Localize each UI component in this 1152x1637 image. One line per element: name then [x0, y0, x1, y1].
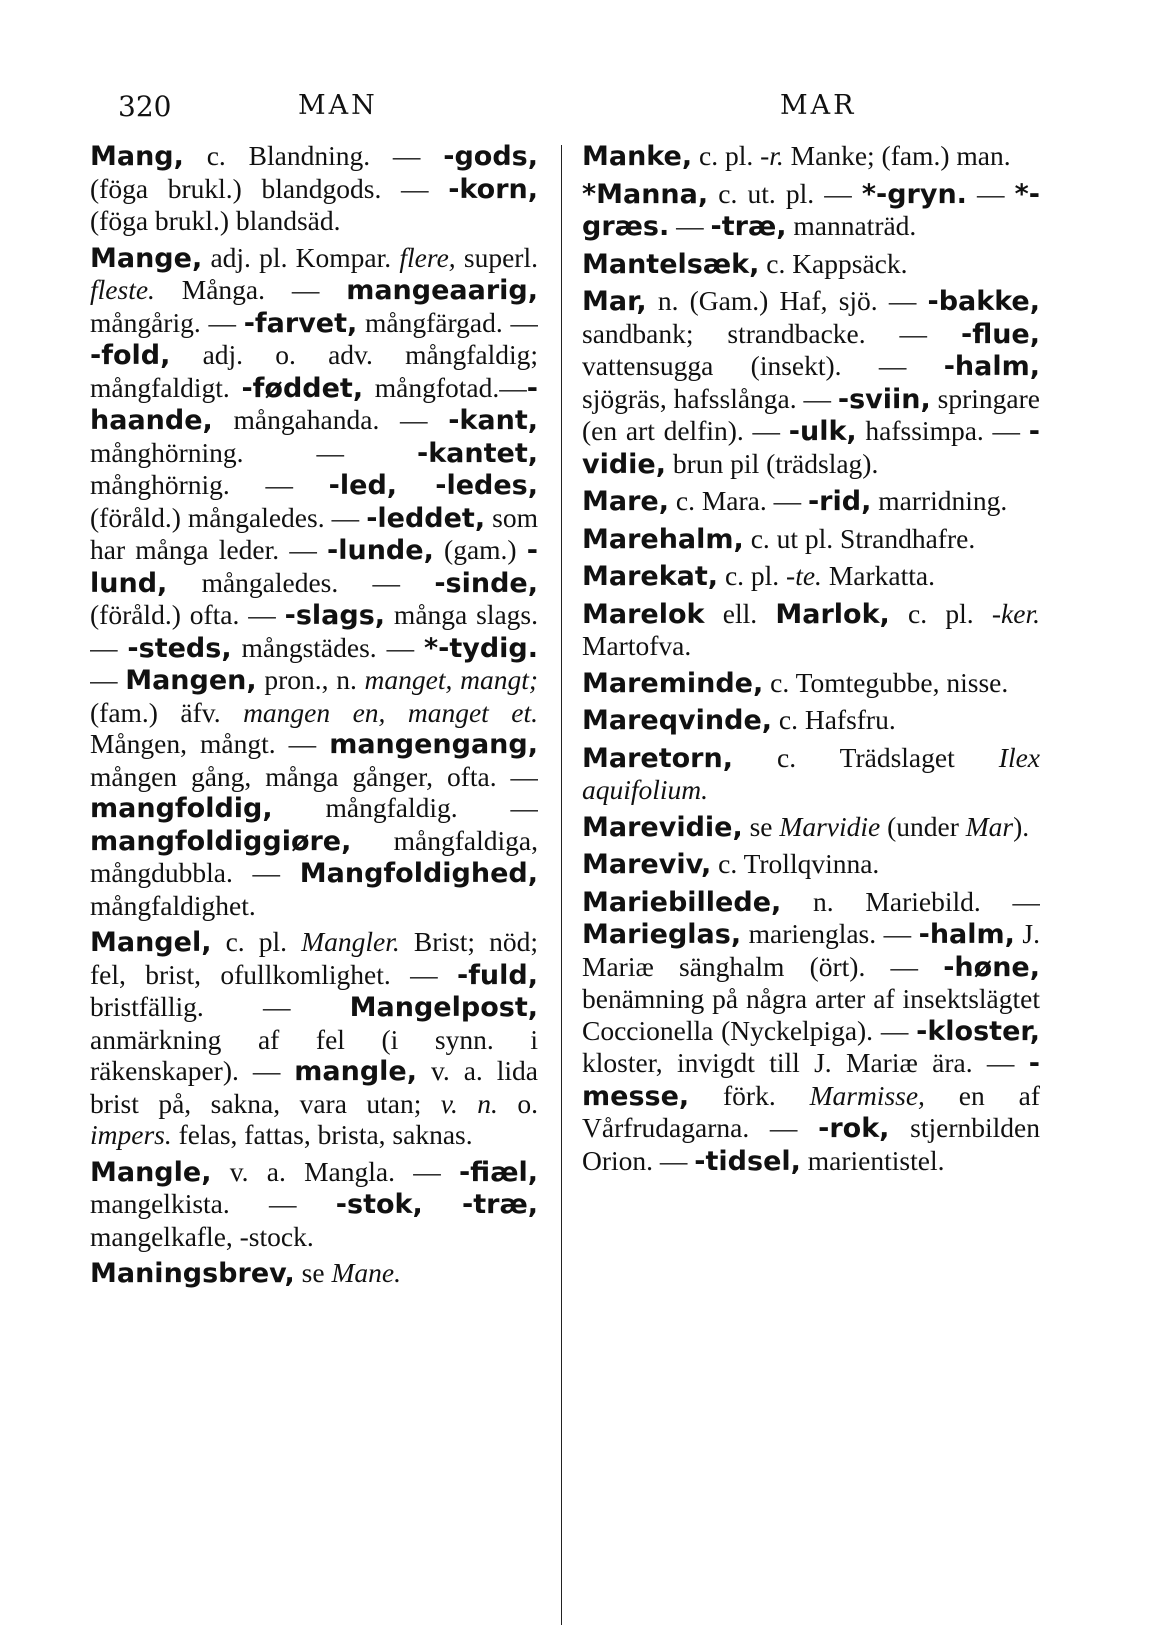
headword: -leddet,	[366, 502, 486, 534]
headword: Mareqvinde,	[582, 705, 773, 736]
definition-text: c. pl.	[692, 140, 761, 171]
definition-text: n. Mariebild. —	[781, 885, 1040, 917]
definition-text: mångfaldighet.	[90, 889, 256, 921]
headword: -fuld,	[456, 959, 538, 991]
dictionary-entry	[90, 140, 538, 237]
headword: *-gryn.	[861, 178, 967, 210]
headword: -føddet,	[241, 372, 364, 404]
definition-text: n. (Gam.) Haf, sjö. —	[646, 285, 928, 316]
headword: -led, -ledes,	[328, 470, 538, 501]
definition-text: Markatta.	[821, 560, 935, 591]
headword: Mareminde,	[582, 667, 764, 699]
definition-text: ).	[1013, 810, 1030, 842]
column-divider	[561, 145, 562, 1625]
definition-text: —	[966, 177, 1015, 209]
left-column	[90, 140, 538, 1620]
definition-text: månghörning. —	[90, 436, 417, 468]
definition-text: —	[90, 664, 126, 695]
definition-text: c. pl.	[889, 597, 992, 629]
headword: mangfoldiggiøre,	[90, 825, 352, 857]
definition-text: mångfaldig. —	[272, 792, 538, 823]
headword: -farvet,	[243, 307, 358, 339]
definition-text: c. Trädslaget	[732, 741, 999, 773]
dictionary-entry	[582, 667, 1040, 700]
definition-text: brun pil (trädslag).	[666, 447, 879, 479]
headword: Mangen,	[125, 665, 257, 696]
definition-text	[423, 1188, 462, 1219]
dictionary-entry	[582, 886, 1040, 1178]
definition-text: c. Mara. —	[668, 485, 808, 516]
italic-text: -r.	[760, 140, 784, 171]
italic-text: Ilex aquifolium.	[582, 741, 1040, 805]
headword: Mange,	[90, 242, 203, 274]
italic-text: Mane.	[331, 1257, 401, 1288]
definition-text: månghörnig. —	[90, 469, 329, 500]
definition-text: se	[742, 810, 780, 842]
dictionary-entry	[582, 285, 1040, 480]
definition-text: c. Blandning. —	[183, 140, 444, 171]
definition-text: marienglas. —	[741, 918, 919, 949]
definition-text: c. pl.	[718, 560, 787, 591]
definition-text: c. ut. pl. —	[708, 177, 862, 209]
headword: mangle,	[294, 1056, 417, 1087]
headword: Marieglas,	[582, 919, 742, 950]
italic-text: manget, mangt;	[364, 664, 538, 695]
headword: -fiæl,	[458, 1156, 538, 1188]
italic-text: fleste.	[90, 274, 155, 305]
headword: -korn,	[448, 173, 538, 205]
page-number: 320	[118, 90, 172, 123]
definition-text: v. a. lida brist på, sakna, vara utan;	[90, 1055, 538, 1119]
headword: Mangel,	[90, 927, 212, 958]
italic-text: -ker.	[991, 597, 1040, 629]
headword: -fold,	[90, 340, 171, 371]
definition-text: c. Kappsäck.	[759, 247, 908, 279]
definition-text: mångfotad.—	[363, 371, 527, 403]
headword: Manke,	[582, 141, 693, 172]
headword: mangeaarig,	[346, 275, 538, 306]
headword: -træ,	[710, 211, 787, 242]
headword: -flue,	[960, 318, 1040, 350]
italic-text: Mar	[965, 810, 1014, 842]
definition-text: c. Tomtegubbe, nisse.	[763, 666, 1009, 698]
definition-text: Många. —	[154, 274, 347, 305]
dictionary-entry	[582, 560, 1040, 593]
definition-text: mangelkafle, -stock.	[90, 1220, 314, 1252]
headword: -halm,	[943, 351, 1040, 382]
headword: Mang,	[90, 141, 184, 172]
definition-text: vattensugga (insekt). —	[582, 350, 944, 381]
definition-text: se	[294, 1257, 332, 1288]
headword: -kant,	[448, 405, 538, 436]
definition-text: anmärkning af fel (i synn. i räkenskaper). —	[90, 1023, 538, 1086]
definition-text: bristfällig. —	[90, 991, 350, 1022]
dictionary-entry	[582, 248, 1040, 281]
definition-text: pron., n.	[256, 664, 365, 695]
definition-text: c. pl.	[211, 926, 302, 957]
headword: -rid,	[807, 486, 872, 517]
definition-text: (under	[880, 810, 966, 842]
italic-text: Marvidie	[779, 810, 881, 842]
headword: Marevidie,	[582, 811, 743, 843]
headword: *-græs.	[582, 178, 1040, 242]
definition-text: (gam.)	[433, 534, 527, 565]
italic-text: Marmisse,	[809, 1079, 925, 1111]
definition-text: Brist; nöd; fel, brist, ofullkomlighet. —	[90, 926, 538, 990]
dictionary-entry	[582, 811, 1040, 844]
definition-text: v. a. Mangla. —	[211, 1155, 459, 1187]
dictionary-entry	[90, 242, 538, 922]
definition-text: felas, fattas, brista, saknas.	[171, 1119, 473, 1150]
definition-text: mången gång, många gånger, ofta. —	[90, 760, 538, 792]
headword: -gods,	[443, 141, 538, 172]
headword: Marekat,	[582, 561, 719, 592]
headword: -kloster,	[916, 1015, 1040, 1047]
definition-text: (föga brukl.) blandgods. —	[90, 172, 449, 204]
dictionary-entry	[582, 704, 1040, 737]
headword: -træ,	[462, 1189, 538, 1220]
dictionary-entry	[90, 1156, 538, 1253]
definition-text: mångaledes. —	[167, 566, 435, 598]
headword: -kantet,	[417, 437, 538, 469]
definition-text: som har många leder. —	[90, 501, 538, 565]
definition-text: marientistel.	[800, 1144, 945, 1176]
right-column	[582, 140, 1040, 1620]
headword: *-tydig.	[424, 632, 538, 664]
headword: Mantelsæk,	[582, 248, 760, 280]
definition-text: marridning.	[871, 485, 1008, 516]
headword: Mangelpost,	[349, 992, 538, 1023]
headword: -steds,	[127, 632, 232, 664]
headword: Mariebillede,	[582, 886, 782, 918]
headword: -stok,	[335, 1189, 423, 1220]
headword: Mangle,	[90, 1156, 212, 1188]
definition-text: (föråld.) mångaledes. —	[90, 501, 367, 533]
headword: -sinde,	[434, 567, 538, 599]
italic-text: Mangler.	[301, 926, 400, 957]
headword: -bakke,	[927, 286, 1040, 317]
italic-text: v. n.	[440, 1087, 498, 1119]
headword: mangengang,	[329, 729, 538, 760]
dictionary-entry	[582, 742, 1040, 806]
headword: mangfoldig,	[90, 793, 273, 824]
definition-text: c. ut pl. Strandhafre.	[743, 522, 976, 554]
definition-text: mangelkista. —	[90, 1188, 336, 1219]
definition-text: —	[669, 210, 711, 241]
headword: Marehalm,	[582, 523, 744, 555]
definition-text: (föga brukl.) blandsäd.	[90, 205, 341, 236]
headword: -halm,	[918, 919, 1015, 950]
italic-text: mangen en, manget et.	[243, 696, 538, 728]
definition-text: mångårig. —	[90, 306, 244, 338]
headword: Mareviv,	[582, 849, 712, 880]
headword: -høne,	[943, 951, 1040, 983]
headword: -sviin,	[837, 383, 931, 415]
definition-text: o.	[497, 1087, 538, 1119]
definition-text: många slags. —	[90, 599, 538, 663]
definition-text: en af Vårfrudagarna. —	[582, 1079, 1040, 1143]
definition-text: Manke; (fam.) man.	[783, 140, 1011, 171]
dictionary-entry	[582, 598, 1040, 662]
headword: -rok,	[818, 1113, 890, 1144]
definition-text: Mången, mångt. —	[90, 728, 330, 759]
italic-text: -te.	[786, 560, 822, 591]
dictionary-entry	[90, 926, 538, 1151]
headword: *Manna,	[582, 178, 709, 210]
definition-text: kloster, invigdt till J. Mariæ ära. —	[582, 1047, 1029, 1078]
definition-text: förk.	[689, 1079, 810, 1111]
headword: -vidie,	[582, 416, 1040, 480]
dictionary-entry	[582, 523, 1040, 556]
headword: -slags,	[284, 600, 386, 631]
definition-text: c. Hafsfru.	[772, 704, 896, 735]
definition-text: mannaträd.	[786, 210, 917, 241]
definition-text: benämning på några arter af insektslägtet Coccionella (Nyckelpiga). —	[582, 983, 1040, 1046]
headword: Mangfoldighed,	[299, 858, 538, 889]
definition-text: springare (en art delfin). —	[582, 382, 1040, 446]
definition-text: adj. o. adv. mångfaldig; mångfaldigt.	[90, 339, 538, 403]
definition-text: mångahanda. —	[212, 404, 449, 435]
italic-text: flere,	[399, 241, 456, 273]
definition-text: mångstädes. —	[231, 631, 424, 663]
italic-text: impers.	[90, 1119, 172, 1150]
definition-text: ell.	[704, 597, 776, 629]
definition-text: (föråld.) ofta. —	[90, 599, 285, 630]
headword: -messe,	[582, 1048, 1040, 1112]
definition-text: Martofva.	[582, 630, 692, 661]
dictionary-entry	[90, 1257, 538, 1290]
definition-text: hafssimpa. —	[856, 415, 1029, 446]
page-header	[0, 90, 1152, 130]
definition-text: J. Mariæ sänghalm (ört). —	[582, 918, 1040, 982]
dictionary-entry	[582, 178, 1040, 243]
headword: Marlok,	[775, 598, 890, 630]
headword: Maningsbrev,	[90, 1258, 295, 1289]
definition-text: sjögräs, hafsslånga. —	[582, 382, 838, 414]
definition-text: sandbank; strandbacke. —	[582, 317, 961, 349]
definition-text: adj. pl. Kompar.	[202, 241, 400, 273]
dictionary-entry	[582, 848, 1040, 881]
guideword-right: MAR	[780, 90, 857, 121]
definition-text: stjernbilden Orion. —	[582, 1112, 1040, 1176]
guideword-left: MAN	[298, 90, 378, 121]
headword: Mare,	[582, 486, 669, 517]
dictionary-entry	[582, 140, 1040, 173]
headword: Marelok	[582, 598, 705, 630]
headword: Maretorn,	[582, 742, 733, 774]
dictionary-entry	[582, 485, 1040, 518]
definition-text: (fam.) äfv.	[90, 696, 244, 728]
headword: -lund,	[90, 535, 538, 599]
definition-text: mångfaldiga, mångdubbla. —	[90, 824, 538, 888]
definition-text: c. Trollqvinna.	[711, 848, 880, 879]
headword: Mar,	[582, 286, 647, 317]
headword: -ulk,	[788, 416, 857, 447]
definition-text: superl.	[455, 241, 538, 273]
headword: -lunde,	[327, 535, 434, 566]
headword: -haande,	[90, 372, 538, 436]
headword: -tidsel,	[694, 1145, 801, 1177]
definition-text: mångfärgad. —	[357, 306, 538, 338]
